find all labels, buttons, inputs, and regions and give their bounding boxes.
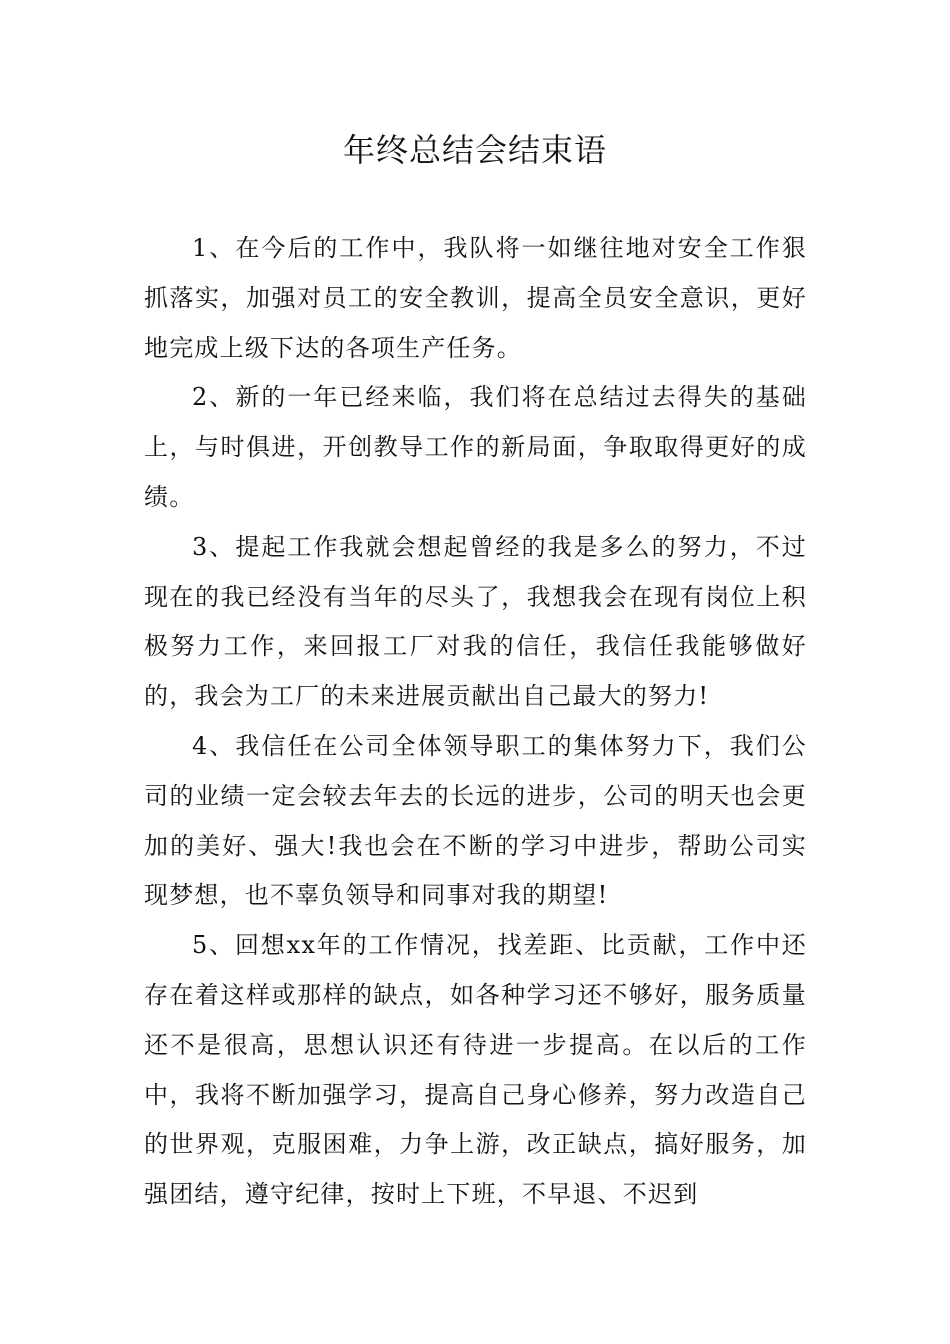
paragraph-3: 3、提起工作我就会想起曾经的我是多么的努力，不过现在的我已经没有当年的尽头了，我想我会在现有岗位上积极努力工作，来回报工厂对我的信任，我信任我能够做好的，我会为工厂的未来进展贡献出自己最大的努力! <box>144 532 807 711</box>
paragraph-2: 2、新的一年已经来临，我们将在总结过去得失的基础上，与时俱进，开创教导工作的新局面，争取取得更好的成绩。 <box>144 383 807 511</box>
paragraph-5: 5、回想xx年的工作情况，找差距、比贡献，工作中还存在着这样或那样的缺点，如各种学习还不够好，服务质量还不是很高，思想认识还有待进一步提高。在以后的工作中，我将不断加强学习，提高自己身心修养，努力改造自己的世界观，克服困难，力争上游，改正缺点，搞好服务，加强团结，遵守纪律，按时上下班，不早退、不迟到 <box>144 931 807 1209</box>
document-body <box>144 224 807 1220</box>
paragraph-1: 1、在今后的工作中，我队将一如继往地对安全工作狠抓落实，加强对员工的安全教训，提高全员安全意识，更好地完成上级下达的各项生产任务。 <box>144 234 807 362</box>
document-title: 年终总结会结束语 <box>342 131 607 169</box>
paragraph-4: 4、我信任在公司全体领导职工的集体努力下，我们公司的业绩一定会较去年去的长远的进步，公司的明天也会更加的美好、强大!我也会在不断的学习中进步，帮助公司实现梦想，也不辜负领导和同事对我的期望! <box>144 731 807 910</box>
